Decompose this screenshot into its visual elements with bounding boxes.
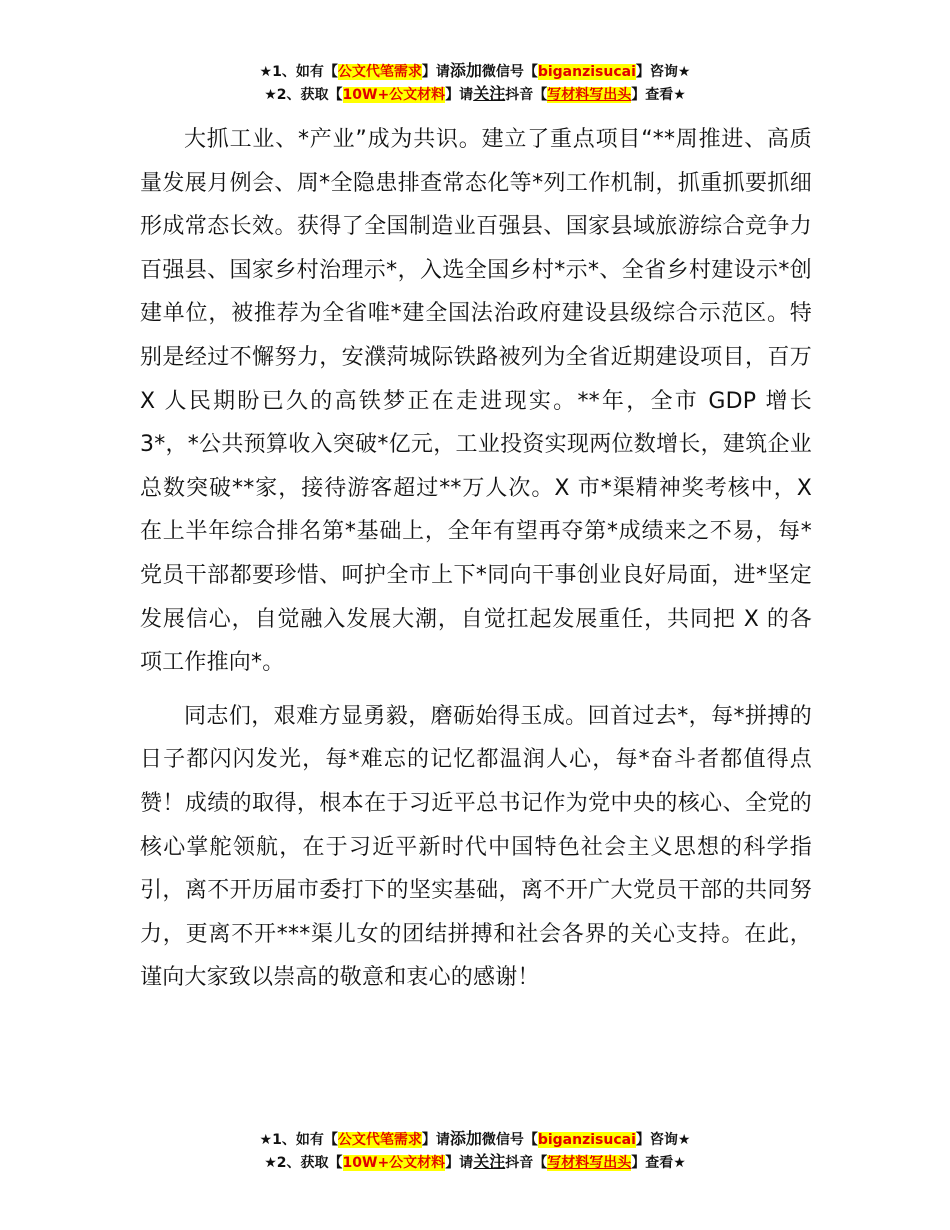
banner-text: ★1、如有【 (259, 64, 338, 80)
banner-text: 】咨询★ (635, 64, 691, 80)
douyin-highlight: 写材料写出头 (547, 87, 632, 103)
banner-emphasis: 关注 (473, 84, 506, 103)
banner-emphasis: 添加 (449, 61, 482, 80)
banner-text: ★2、获取【 (264, 1155, 343, 1171)
document-body (140, 118, 812, 1000)
footer-banner (0, 1128, 950, 1174)
footer-banner-line-2 (0, 1151, 950, 1174)
wechat-id-highlight: biganzisucai (537, 64, 636, 80)
header-banner-line-2 (0, 83, 950, 106)
banner-text: 微信号【 (481, 1132, 538, 1148)
service-highlight: 公文代笔需求 (337, 64, 422, 80)
banner-text: 】请 (445, 1155, 474, 1171)
header-banner (0, 60, 950, 106)
banner-emphasis: 关注 (473, 1152, 506, 1171)
materials-highlight: 10W+公文材料 (342, 1155, 446, 1171)
service-highlight: 公文代笔需求 (337, 1132, 422, 1148)
banner-text: 】请 (421, 64, 450, 80)
header-banner-line-1 (0, 60, 950, 83)
banner-text: 】请 (445, 87, 474, 103)
banner-text: 】查看★ (631, 1155, 686, 1171)
banner-text: 】咨询★ (635, 1132, 691, 1148)
banner-text: 微信号【 (481, 64, 538, 80)
body-paragraph-2: 同志们，艰难方显勇毅，磨砺始得玉成。回首过去*，每*拼搏的日子都闪闪发光，每*难忘的记忆都温润人心，每*奋斗者都值得点赞！成绩的取得，根本在于习近平总书记作为党中央的核心、全党的核心掌舵领航，在于习近平新时代中国特色社会主义思想的科学指引，离不开历届市委打下的坚实基础，离不开广大党员干部的共同努力，更离不开***渠儿女的团结拼搏和社会各界的关心支持。在此，谨向大家致以崇高的敬意和衷心的感谢！ (140, 703, 812, 991)
banner-text: 抖音【 (505, 87, 548, 103)
banner-text: ★1、如有【 (259, 1132, 338, 1148)
banner-text: ★2、获取【 (264, 87, 343, 103)
douyin-highlight: 写材料写出头 (547, 1155, 632, 1171)
banner-emphasis: 添加 (449, 1129, 482, 1148)
banner-text: 】请 (421, 1132, 450, 1148)
banner-text: 抖音【 (505, 1155, 548, 1171)
body-paragraph-1: 大抓工业、*产业”成为共识。建立了重点项目“**周推进、高质量发展月例会、周*全隐患排查常态化等*列工作机制，抓重抓要抓细形成常态长效。获得了全国制造业百强县、国家县域旅游综合竞争力百强县、国家乡村治理示*，入选全国乡村*示*、全省乡村建设示*创建单位，被推荐为全省唯*建全国法治政府建设县级综合示范区。特别是经过不懈努力，安濮菏城际铁路被列为全省近期建设项目，百万 X 人民期盼已久的高铁梦正在走进现实。**年，全市 GDP 增长 3*，*公共预算收入突破*亿元，工业投资实现两位数增长，建筑企业总数突破**家，接待游客超过**万人次。X 市*渠精神奖考核中，X 在上半年综合排名第*基础上，全年有望再夺第*成绩来之不易，每*党员干部都要珍惜、呵护全市上下*同向干事创业良好局面，进*坚定发展信心，自觉融入发展大潮，自觉扛起发展重任，共同把 X 的各项工作推向*。 (140, 127, 812, 676)
wechat-id-highlight: biganzisucai (537, 1132, 636, 1148)
banner-text: 】查看★ (631, 87, 686, 103)
footer-banner-line-1 (0, 1128, 950, 1151)
materials-highlight: 10W+公文材料 (342, 87, 446, 103)
